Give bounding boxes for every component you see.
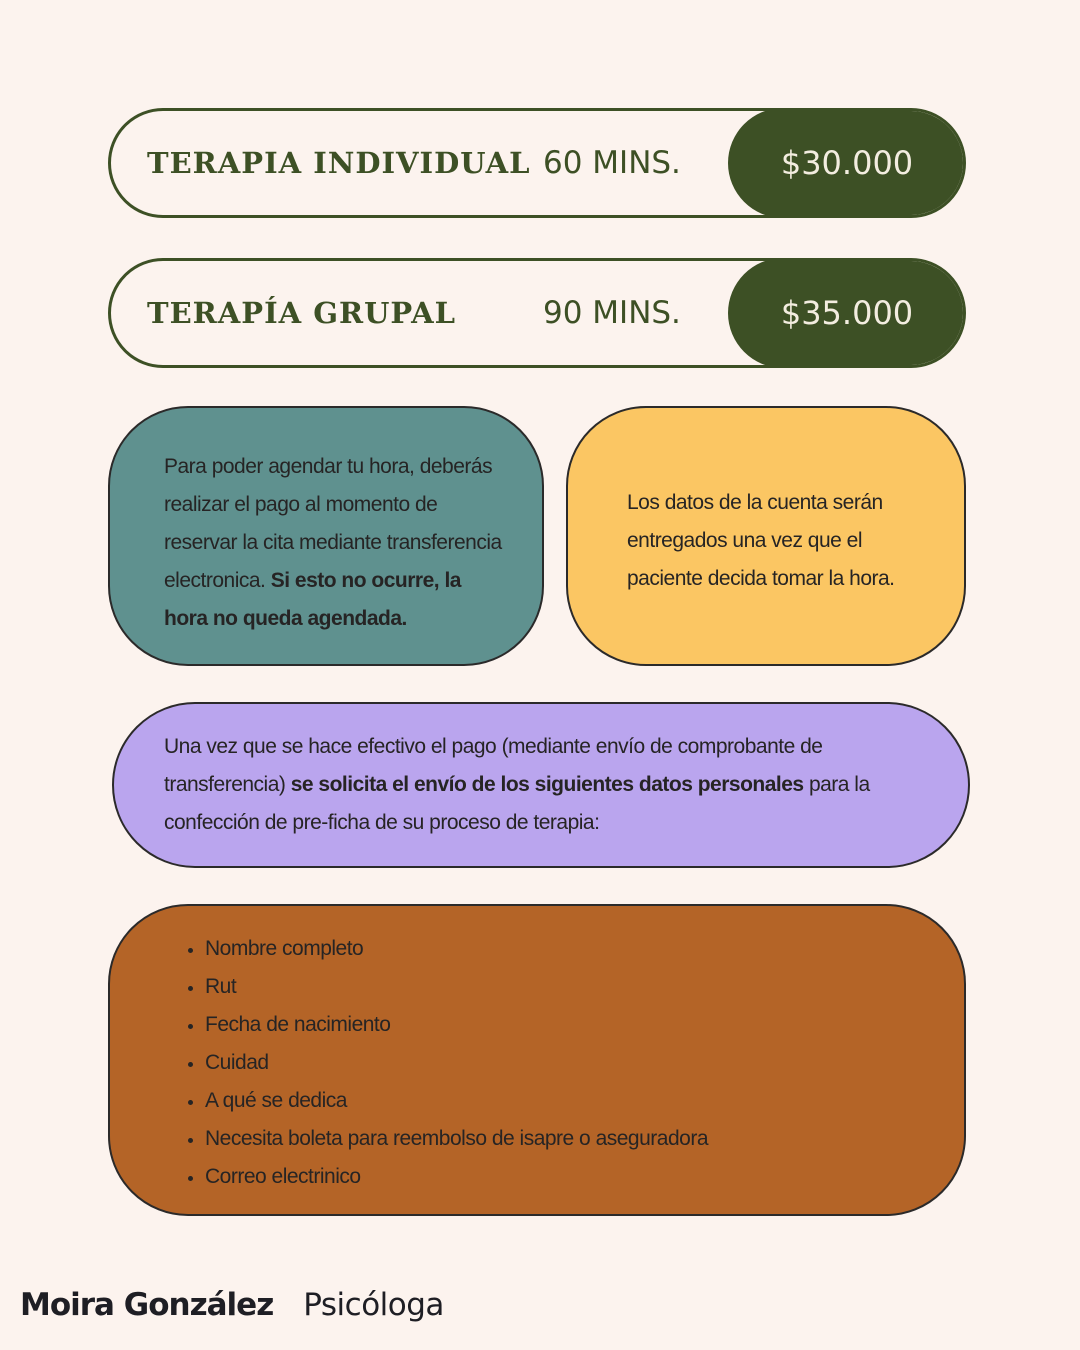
payment-note-text-end: para la confección de pre-ficha de su proceso de terapia: <box>164 773 870 834</box>
payment-note-text: Una vez que se hace efectivo el pago (mediante envío de comprobante de transferencia) <box>164 735 823 796</box>
list-item: • A qué se dedica <box>205 1082 924 1120</box>
pricing-row-group <box>108 258 966 368</box>
booking-note-text: Para poder agendar tu hora, deberás realizar el pago al momento de reservar la cita mediante transferencia electronica. <box>164 455 502 592</box>
pricing-row-individual <box>108 108 966 218</box>
service-price: $35.000 <box>728 258 966 368</box>
service-name: TERAPÍA GRUPAL <box>147 296 456 330</box>
list-item: • Necesita boleta para reembolso de isapre o aseguradora <box>205 1120 924 1158</box>
author-title: Psicóloga <box>303 1287 444 1323</box>
list-item: • Cuidad <box>205 1044 924 1082</box>
service-name: TERAPIA INDIVIDUAL <box>147 146 531 180</box>
list-item: • Correo electrinico <box>205 1158 924 1196</box>
booking-note <box>108 406 544 666</box>
payment-note <box>112 702 970 868</box>
author-name: Moira González <box>20 1287 274 1323</box>
list-item: • Fecha de nacimiento <box>205 1006 924 1044</box>
booking-note-warning: Si esto no ocurre, la hora no queda agendada. <box>164 569 461 630</box>
footer <box>20 1282 444 1328</box>
account-note-text: Los datos de la cuenta serán entregados una vez que el paciente decida tomar la hora. <box>627 491 895 590</box>
service-duration: 90 MINS. <box>543 295 681 331</box>
service-duration: 60 MINS. <box>543 145 681 181</box>
list-item: • Nombre completo <box>205 930 924 968</box>
service-price: $30.000 <box>728 108 966 218</box>
account-note <box>566 406 966 666</box>
required-data-list <box>108 904 966 1216</box>
payment-note-emphasis: se solicita el envío de los siguientes datos personales <box>290 773 804 796</box>
list-item: • Rut <box>205 968 924 1006</box>
